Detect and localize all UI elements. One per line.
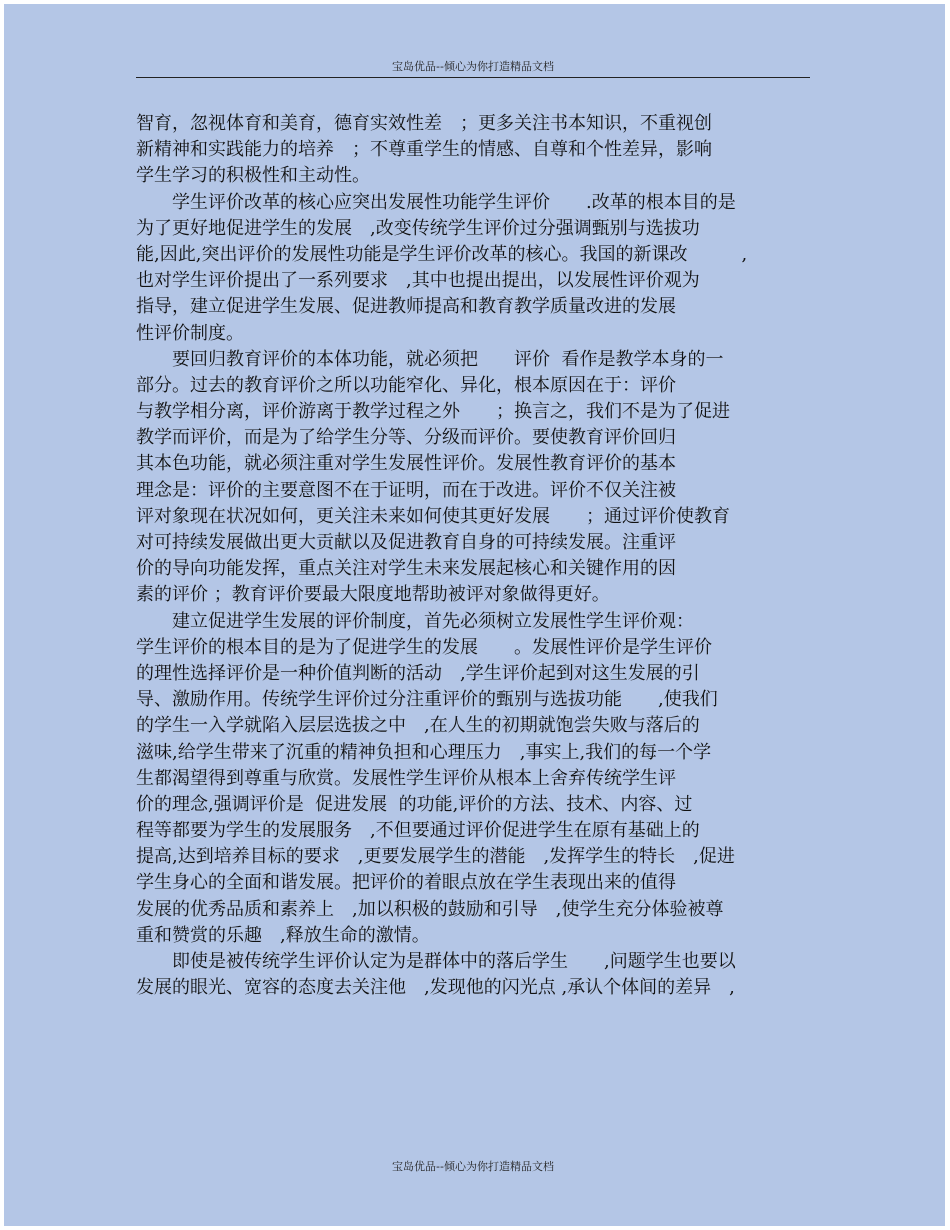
- text-line: 滋味,给学生带来了沉重的精神负担和心理压力 ,事实上,我们的每一个学: [136, 741, 712, 763]
- text-line: 发展的眼光、宽容的态度去关注他 ,发现他的闪光点 ,承认个体间的差异 ,: [136, 977, 735, 999]
- text-line: 学生身心的全面和谐发展。把评价的着眼点放在学生表现出来的值得: [136, 872, 676, 894]
- text-line: 学生评价的根本目的是为了促进学生的发展 。发展性评价是学生评价: [136, 636, 712, 658]
- text-line: 对可持续发展做出更大贡献以及促进教育自身的可持续发展。注重评: [136, 532, 676, 553]
- text-line: 其本色功能，就必须注重对学生发展性评价。发展性教育评价的基本: [136, 453, 676, 475]
- text-line: 重和赞赏的乐趣 ,释放生命的激情。: [136, 924, 430, 946]
- text-line: 提高,达到培养目标的要求 ,更要发展学生的潜能 ,发挥学生的特长 ,促进: [136, 846, 735, 868]
- text-line: 生都渴望得到尊重与欣赏。发展性学生评价从根本上舍弃传统学生评: [136, 767, 676, 789]
- text-line: 程等都要为学生的发展服务 ,不但要通过评价促进学生在原有基础上的: [136, 820, 700, 842]
- text-line: 性评价制度。: [136, 322, 244, 344]
- text-line: 导、激励作用。传统学生评价过分注重评价的甄别与选拔功能 ,使我们: [136, 689, 718, 711]
- text-line: 指导，建立促进学生发展、促进教师提高和教育教学质量改进的发展: [136, 296, 676, 318]
- footer-text: 宝岛优品--倾心为你打造精品文档: [392, 1160, 554, 1173]
- text-line: 的学生一入学就陷入层层选拔之中 ,在人生的初期就饱尝失败与落后的: [136, 715, 700, 737]
- text-line: 部分。过去的教育评价之所以功能窄化、异化，根本原因在于：评价: [136, 374, 676, 396]
- text-line: 学生学习的积极性和主动性。: [136, 165, 370, 187]
- text-line: 评对象现在状况如何，更关注未来如何使其更好发展 ；通过评价使教育: [136, 505, 730, 527]
- text-line: 建立促进学生发展的评价制度，首先必须树立发展性学生评价观：: [136, 610, 694, 632]
- text-line: 能,因此,突出评价的发展性功能是学生评价改革的核心。我国的新课改 ,: [136, 243, 748, 265]
- header-text: 宝岛优品--倾心为你打造精品文档: [392, 60, 554, 73]
- text-line: 新精神和实践能力的培养 ；不尊重学生的情感、自尊和个性差异，影响: [136, 139, 712, 161]
- text-line: 要回归教育评价的本体功能，就必须把 评价 看作是教学本身的一: [136, 348, 724, 370]
- text-line: 教学而评价，而是为了给学生分等、分级而评价。要使教育评价回归: [136, 427, 676, 449]
- text-line: 智育，忽视体育和美育，德育实效性差 ；更多关注书本知识，不重视创: [136, 113, 712, 134]
- text-line: 理念是：评价的主要意图不在于证明，而在于改进。评价不仅关注被: [136, 479, 676, 501]
- text-line: 发展的优秀品质和素养上 ,加以积极的鼓励和引导 ,使学生充分体验被尊: [136, 898, 724, 920]
- text-line: 也对学生评价提出了一系列要求 ,其中也提出提出，以发展性评价观为: [136, 270, 700, 292]
- page-header: [136, 53, 810, 78]
- text-line: 即使是被传统学生评价认定为是群体中的落后学生 ,问题学生也要以: [136, 951, 736, 972]
- body-text: [136, 111, 810, 1001]
- text-line: 与教学相分离，评价游离于教学过程之外 ；换言之，我们不是为了促进: [136, 401, 730, 423]
- text-line: 的理性选择评价是一种价值判断的活动 ,学生评价起到对这生发展的引: [136, 662, 700, 684]
- text-line: 素的评价 ；教育评价要最大限度地帮助被评对象做得更好。: [136, 584, 610, 606]
- text-line: 为了更好地促进学生的发展 ,改变传统学生评价过分强调甄别与选拔功: [136, 217, 700, 239]
- text-line: 价的理念,强调评价是 促进发展 的功能,评价的方法、技术、内容、过: [136, 793, 693, 815]
- text-line: 价的导向功能发挥，重点关注对学生未来发展起核心和关键作用的因: [136, 558, 676, 580]
- text-line: 学生评价改革的核心应突出发展性功能学生评价 .改革的根本目的是: [136, 191, 736, 213]
